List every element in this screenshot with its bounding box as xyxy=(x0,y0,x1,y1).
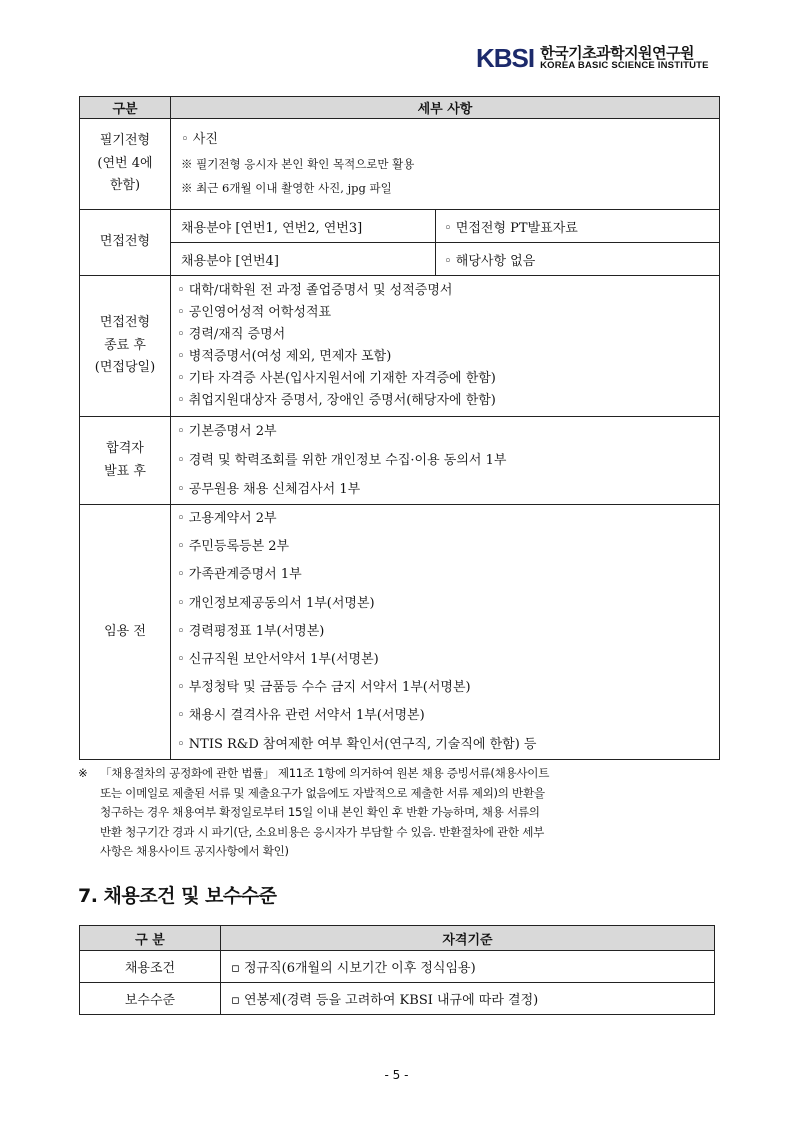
table-row xyxy=(80,417,720,505)
category-after-pass xyxy=(80,417,171,505)
org-name-en: KOREA BASIC SCIENCE INSTITUTE xyxy=(540,60,709,72)
category-line: (연번 4에 xyxy=(97,155,153,171)
detail-before-appointment xyxy=(171,505,720,760)
list-item: ◦ NTIS R&D 참여제한 여부 확인서(연구직, 기술직에 한함) 등 xyxy=(177,736,537,752)
category-line: 합격자 xyxy=(106,440,144,456)
condition-label: 채용조건 xyxy=(80,951,221,983)
documents-table xyxy=(79,96,720,760)
category-line: 발표 후 xyxy=(104,463,146,479)
list-item: ◦ 병적증명서(여성 제외, 면제자 포함) xyxy=(177,349,392,364)
section-title: 7. 채용조건 및 보수수준 xyxy=(78,885,277,907)
table-row xyxy=(80,243,720,276)
footnote-line: 또는 이메일로 제출된 서류 및 제출요구가 없음에도 자발적으로 제출한 서류 제외)의 반환을 xyxy=(100,785,545,800)
condition-value: ▫ 정규직(6개월의 시보기간 이후 정식임용) xyxy=(221,951,715,983)
category-line: 종료 후 xyxy=(104,337,146,353)
table-row xyxy=(80,210,720,243)
category-before-appointment: 임용 전 xyxy=(80,505,171,760)
list-item: ◦ 채용시 결격사유 관련 서약서 1부(서명본) xyxy=(177,708,425,724)
footnote-body xyxy=(100,764,724,862)
list-item: ◦ 사진 xyxy=(181,132,218,147)
kbsi-logo-mark: KBSI xyxy=(476,43,535,73)
list-item: ◦ 부정청탁 및 금품등 수수 금지 서약서 1부(서명본) xyxy=(177,680,471,696)
list-item: ◦ 기타 자격증 사본(입사지원서에 기재한 자격증에 한함) xyxy=(177,371,496,386)
list-item: ◦ 개인정보제공동의서 1부(서명본) xyxy=(177,595,375,611)
footnote-line: 청구하는 경우 채용여부 확정일로부터 15일 이내 본인 확인 후 반환 가능하며, 채용 서류의 xyxy=(100,805,540,819)
list-item: ◦ 취업지원대상자 증명서, 장애인 증명서(해당자에 한함) xyxy=(177,393,496,408)
list-item: ◦ 공인영어성적 어학성적표 xyxy=(177,305,332,320)
interview-doc-2: ◦ 해당사항 없음 xyxy=(436,243,720,276)
salary-label: 보수수준 xyxy=(80,983,221,1015)
list-item: ◦ 주민등록등본 2부 xyxy=(177,539,290,555)
table-row xyxy=(80,951,715,983)
list-item: ◦ 경력평정표 1부(서명본) xyxy=(177,623,325,639)
col-header-detail: 세부 사항 xyxy=(171,97,720,119)
list-item: ◦ 신규직원 보안서약서 1부(서명본) xyxy=(177,652,379,668)
list-item: ※ 필기전형 응시자 본인 확인 목적으로만 활용 xyxy=(181,157,415,171)
list-item: ◦ 가족관계증명서 1부 xyxy=(177,567,302,583)
table-row xyxy=(80,119,720,210)
detail-after-pass xyxy=(171,417,720,505)
list-item: ◦ 경력/재직 증명서 xyxy=(177,327,286,342)
list-item: ◦ 고용계약서 2부 xyxy=(177,511,277,526)
table-row xyxy=(80,505,720,760)
list-item: ◦ 공무원용 채용 신체검사서 1부 xyxy=(177,482,361,497)
category-after-interview xyxy=(80,276,171,417)
category-line: 면접전형 xyxy=(99,314,151,330)
detail-after-interview xyxy=(171,276,720,417)
interview-doc-1: ◦ 면접전형 PT발표자료 xyxy=(436,210,720,243)
kbsi-logo xyxy=(476,43,709,74)
col-header-criteria: 자격기준 xyxy=(221,926,715,951)
table-row xyxy=(80,983,715,1015)
salary-value: ▫ 연봉제(경력 등을 고려하여 KBSI 내규에 따라 결정) xyxy=(221,983,715,1015)
footnote-line: 반환 청구기간 경과 시 파기(단, 소요비용은 응시자가 부담할 수 있음. 반환절차에 관한 세부 xyxy=(100,824,545,839)
footnote-line: 사항은 채용사이트 공지사항에서 확인) xyxy=(100,844,289,858)
logo-text xyxy=(540,43,709,72)
category-written xyxy=(80,119,171,210)
footnote-line: 「채용절차의 공정화에 관한 법률」 제11조 1항에 의거하여 원본 채용 증빙서류(채용사이트 xyxy=(100,766,550,780)
col-header-category: 구 분 xyxy=(80,926,221,951)
category-line: (면접당일) xyxy=(94,360,156,376)
detail-written xyxy=(171,119,720,210)
interview-field-1: 채용분야 [연번1, 연번2, 연번3] xyxy=(171,210,436,243)
list-item: ◦ 경력 및 학력조회를 위한 개인정보 수집·이용 동의서 1부 xyxy=(177,453,507,468)
footnote-mark: ※ xyxy=(78,766,88,780)
conditions-table xyxy=(79,925,715,1015)
list-item: ◦ 대학/대학원 전 과정 졸업증명서 및 성적증명서 xyxy=(177,283,453,298)
page-number: - 5 - xyxy=(384,1068,409,1082)
category-line: 한함) xyxy=(109,178,141,194)
org-name-kr: 한국기초과학지원연구원 xyxy=(540,43,695,62)
category-interview: 면접전형 xyxy=(80,210,171,276)
table-row xyxy=(80,276,720,417)
category-line: 필기전형 xyxy=(99,132,151,148)
footnote xyxy=(78,764,724,862)
col-header-category: 구분 xyxy=(80,97,171,119)
list-item: ◦ 기본증명서 2부 xyxy=(177,424,277,439)
interview-field-2: 채용분야 [연번4] xyxy=(171,243,436,276)
list-item: ※ 최근 6개월 이내 촬영한 사진, jpg 파일 xyxy=(181,181,392,195)
